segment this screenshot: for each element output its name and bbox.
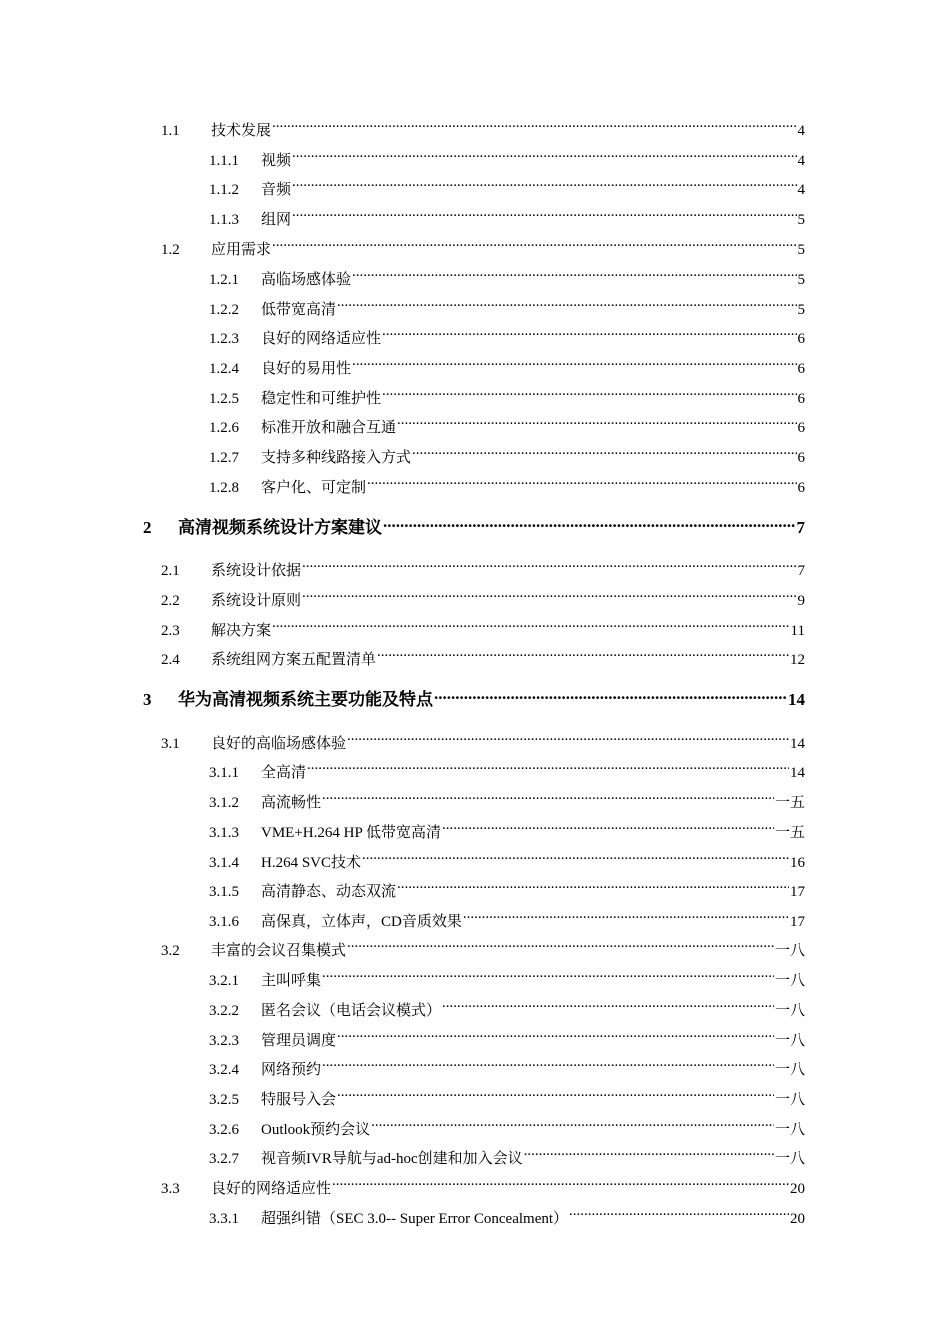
- toc-entry-title: 良好的高临场感体验: [211, 736, 347, 752]
- toc-dot-leader: [397, 876, 789, 896]
- toc-dot-leader: [382, 383, 796, 403]
- toc-dot-leader: [524, 1143, 774, 1163]
- toc-entry[interactable]: [209, 472, 805, 496]
- toc-entry-page: 12: [790, 652, 805, 668]
- toc-entry-page: 4: [797, 153, 805, 169]
- toc-entry[interactable]: [209, 1114, 805, 1138]
- toc-entry-page: 一八: [774, 943, 805, 959]
- toc-entry[interactable]: [209, 1203, 805, 1227]
- toc-entry-page: 一八: [774, 973, 805, 989]
- toc-dot-leader: [377, 644, 789, 664]
- toc-entry-number: 1.2.3: [209, 331, 239, 347]
- toc-entry-title: 应用需求: [211, 242, 272, 258]
- toc-entry-page: 6: [797, 331, 805, 347]
- toc-entry-title: 高清视频系统设计方案建议: [178, 518, 382, 537]
- toc-dot-leader: [337, 1025, 774, 1045]
- toc-entry-page: 6: [797, 420, 805, 436]
- toc-entry-title: VME+H.264 HP 低带宽高清: [261, 825, 441, 841]
- toc-dot-leader: [434, 685, 787, 705]
- toc-dot-leader: [442, 817, 774, 837]
- toc-entry-page: 17: [790, 884, 805, 900]
- toc-entry-title: 特服号入会: [261, 1092, 337, 1108]
- toc-entry-page: 5: [797, 242, 805, 258]
- toc-dot-leader: [397, 412, 796, 432]
- toc-entry[interactable]: [209, 204, 805, 228]
- toc-dot-leader: [292, 145, 796, 165]
- toc-chapter-entry[interactable]: [143, 685, 805, 709]
- toc-entry-page: 6: [797, 480, 805, 496]
- toc-dot-leader: [332, 1173, 789, 1193]
- toc-entry-title: 系统设计原则: [211, 593, 302, 609]
- toc-entry-title: 管理员调度: [261, 1033, 337, 1049]
- toc-entry-page: 一八: [774, 1122, 805, 1138]
- toc-entry[interactable]: [209, 876, 805, 900]
- toc-entry-number: 3.2.4: [209, 1062, 239, 1078]
- toc-dot-leader: [302, 585, 796, 605]
- toc-entry-page: 9: [797, 593, 805, 609]
- toc-entry-page: 6: [797, 361, 805, 377]
- toc-dot-leader: [272, 234, 796, 254]
- toc-entry-page: 6: [797, 391, 805, 407]
- toc-entry-title: 华为高清视频系统主要功能及特点: [178, 690, 433, 709]
- toc-entry-page: 7: [796, 518, 805, 537]
- toc-entry-number: 2: [143, 518, 152, 537]
- toc-entry[interactable]: [209, 906, 805, 930]
- toc-dot-leader: [367, 472, 796, 492]
- toc-entry-title: 超强纠错（SEC 3.0-- Super Error Concealment）: [261, 1211, 569, 1227]
- toc-entry-page: 一八: [774, 1092, 805, 1108]
- toc-entry[interactable]: [161, 615, 805, 639]
- toc-dot-leader: [371, 1114, 774, 1134]
- toc-entry-page: 14: [788, 690, 805, 709]
- toc-entry-number: 1.1.1: [209, 153, 239, 169]
- toc-dot-leader: [352, 353, 796, 373]
- toc-entry-page: 5: [797, 302, 805, 318]
- toc-entry-number: 1.2.5: [209, 391, 239, 407]
- toc-entry[interactable]: [209, 383, 805, 407]
- toc-entry-title: 音频: [261, 182, 292, 198]
- toc-entry-title: H.264 SVC技术: [261, 855, 362, 871]
- toc-entry[interactable]: [161, 1173, 805, 1197]
- toc-entry[interactable]: [161, 115, 805, 139]
- toc-entry-title: 丰富的会议召集模式: [211, 943, 347, 959]
- toc-entry-page: 17: [790, 914, 805, 930]
- toc-entry-number: 3.1.5: [209, 884, 239, 900]
- toc-entry[interactable]: [209, 412, 805, 436]
- toc-dot-leader: [272, 115, 796, 135]
- toc-dot-leader: [463, 906, 789, 926]
- toc-entry-title: Outlook预约会议: [261, 1122, 371, 1138]
- toc-entry-page: 5: [797, 212, 805, 228]
- toc-entry-number: 1.2.7: [209, 450, 239, 466]
- toc-entry-page: 一八: [774, 1033, 805, 1049]
- toc-entry-title: 低带宽高清: [261, 302, 337, 318]
- toc-entry-title: 主叫呼集: [261, 973, 322, 989]
- toc-entry[interactable]: [161, 644, 805, 668]
- toc-entry[interactable]: [209, 174, 805, 198]
- toc-entry-title: 稳定性和可维护性: [261, 391, 382, 407]
- toc-dot-leader: [362, 847, 789, 867]
- toc-dot-leader: [292, 174, 796, 194]
- toc-entry[interactable]: [209, 1054, 805, 1078]
- toc-entry-number: 1.2.8: [209, 480, 239, 496]
- toc-entry-number: 3.1.2: [209, 795, 239, 811]
- toc-entry[interactable]: [209, 1084, 805, 1108]
- toc-entry-number: 3.2.5: [209, 1092, 239, 1108]
- toc-entry-title: 视音频IVR导航与ad-hoc创建和加入会议: [261, 1151, 523, 1167]
- toc-dot-leader: [383, 513, 796, 533]
- toc-entry[interactable]: [209, 294, 805, 318]
- toc-entry-number: 2.2: [161, 593, 180, 609]
- toc-entry[interactable]: [209, 1025, 805, 1049]
- toc-dot-leader: [292, 204, 796, 224]
- toc-entry-title: 匿名会议（电话会议模式）: [261, 1003, 442, 1019]
- toc-entry-number: 3.3: [161, 1181, 180, 1197]
- toc-entry-number: 3.1.4: [209, 855, 239, 871]
- toc-entry-title: 良好的易用性: [261, 361, 352, 377]
- toc-entry-title: 客户化、可定制: [261, 480, 367, 496]
- toc-entry-page: 4: [797, 123, 805, 139]
- toc-entry-page: 一五: [774, 825, 805, 841]
- toc-entry-page: 6: [797, 450, 805, 466]
- toc-entry[interactable]: [161, 935, 805, 959]
- toc-entry-page: 20: [790, 1181, 805, 1197]
- toc-entry-number: 2.4: [161, 652, 180, 668]
- toc-dot-leader: [352, 264, 796, 284]
- toc-entry-title: 网络预约: [261, 1062, 322, 1078]
- toc-entry-number: 2.3: [161, 623, 180, 639]
- toc-entry-title: 良好的网络适应性: [211, 1181, 332, 1197]
- toc-entry-number: 3.2.1: [209, 973, 239, 989]
- toc-entry-title: 高清静态、动态双流: [261, 884, 397, 900]
- toc-entry-page: 一八: [774, 1062, 805, 1078]
- toc-entry-number: 1.2: [161, 242, 180, 258]
- toc-entry-title: 高临场感体验: [261, 272, 352, 288]
- toc-entry-number: 3.2.3: [209, 1033, 239, 1049]
- toc-entry-page: 16: [790, 855, 805, 871]
- toc-entry[interactable]: [161, 585, 805, 609]
- toc-entry-title: 组网: [261, 212, 292, 228]
- toc-entry[interactable]: [209, 817, 805, 841]
- toc-entry[interactable]: [209, 353, 805, 377]
- toc-entry-number: 3.1.3: [209, 825, 239, 841]
- toc-entry-page: 一八: [774, 1003, 805, 1019]
- toc-entry-number: 3.1: [161, 736, 180, 752]
- toc-entry-number: 2.1: [161, 563, 180, 579]
- toc-entry-number: 1.2.1: [209, 272, 239, 288]
- toc-entry[interactable]: [161, 234, 805, 258]
- toc-chapter-entry[interactable]: [143, 513, 805, 537]
- toc-entry-number: 3.2.7: [209, 1151, 239, 1167]
- toc-dot-leader: [302, 555, 796, 575]
- toc-entry-title: 高保真，立体声，CD音质效果: [261, 914, 462, 930]
- toc-entry-number: 3.1.1: [209, 765, 239, 781]
- toc-entry-title: 高流畅性: [261, 795, 322, 811]
- toc-entry-number: 1.2.6: [209, 420, 239, 436]
- toc-entry[interactable]: [209, 442, 805, 466]
- toc-dot-leader: [307, 757, 789, 777]
- toc-entry-page: 5: [797, 272, 805, 288]
- toc-dot-leader: [337, 1084, 774, 1104]
- toc-entry-title: 系统组网方案五配置清单: [211, 652, 377, 668]
- toc-entry-number: 1.1.2: [209, 182, 239, 198]
- toc-dot-leader: [347, 728, 789, 748]
- toc-dot-leader: [272, 615, 790, 635]
- toc-entry[interactable]: [209, 847, 805, 871]
- toc-entry-title: 标准开放和融合互通: [261, 420, 397, 436]
- toc-entry[interactable]: [161, 555, 805, 579]
- toc-entry[interactable]: [209, 995, 805, 1019]
- toc-entry[interactable]: [209, 323, 805, 347]
- toc-entry[interactable]: [209, 965, 805, 989]
- toc-dot-leader: [382, 323, 796, 343]
- toc-entry-title: 视频: [261, 153, 292, 169]
- toc-entry-number: 3.2: [161, 943, 180, 959]
- toc-entry-title: 技术发展: [211, 123, 272, 139]
- toc-entry-page: 11: [790, 623, 805, 639]
- toc-entry-number: 3.2.2: [209, 1003, 239, 1019]
- toc-dot-leader: [412, 442, 796, 462]
- toc-entry-page: 一五: [774, 795, 805, 811]
- toc-entry-number: 3.3.1: [209, 1211, 239, 1227]
- toc-entry-number: 3.1.6: [209, 914, 239, 930]
- toc-dot-leader: [569, 1203, 789, 1223]
- toc-entry-number: 3: [143, 690, 152, 709]
- toc-entry-number: 3.2.6: [209, 1122, 239, 1138]
- toc-entry-number: 1.1.3: [209, 212, 239, 228]
- toc-entry-page: 4: [797, 182, 805, 198]
- toc-dot-leader: [322, 1054, 774, 1074]
- toc-entry[interactable]: [209, 264, 805, 288]
- toc-entry[interactable]: [209, 757, 805, 781]
- toc-entry-title: 良好的网络适应性: [261, 331, 382, 347]
- toc-entry-title: 支持多种线路接入方式: [261, 450, 412, 466]
- toc-entry-number: 1.2.4: [209, 361, 239, 377]
- toc-entry-number: 1.1: [161, 123, 180, 139]
- toc-entry-page: 7: [797, 563, 805, 579]
- toc-entry-page: 14: [790, 736, 805, 752]
- toc-entry-title: 解决方案: [211, 623, 272, 639]
- toc-entry-page: 20: [790, 1211, 805, 1227]
- toc-entry-page: 一八: [774, 1151, 805, 1167]
- toc-dot-leader: [322, 965, 774, 985]
- toc-entry-number: 1.2.2: [209, 302, 239, 318]
- toc-dot-leader: [337, 294, 796, 314]
- toc-entry-page: 14: [790, 765, 805, 781]
- toc-entry-title: 全高清: [261, 765, 307, 781]
- toc-dot-leader: [442, 995, 774, 1015]
- toc-dot-leader: [347, 935, 774, 955]
- toc-entry[interactable]: [209, 145, 805, 169]
- toc-entry[interactable]: [209, 787, 805, 811]
- toc-entry[interactable]: [209, 1143, 805, 1167]
- toc-dot-leader: [322, 787, 774, 807]
- toc-entry[interactable]: [161, 728, 805, 752]
- toc-entry-title: 系统设计依据: [211, 563, 302, 579]
